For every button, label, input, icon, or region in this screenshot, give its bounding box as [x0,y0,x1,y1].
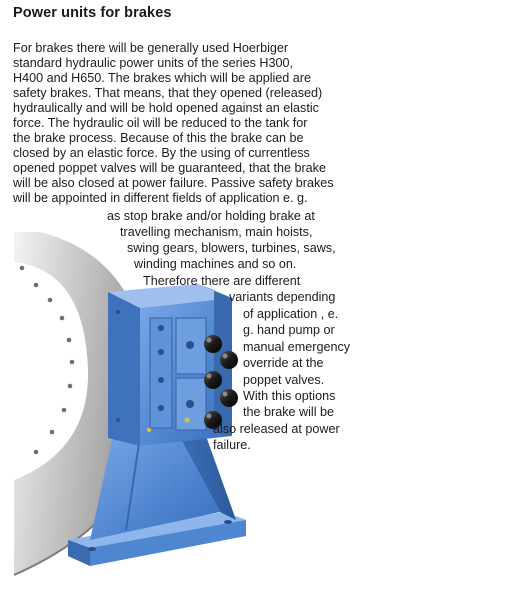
paragraph-line: travelling mechanism, main hoists, [120,225,313,239]
page-title: Power units for brakes [13,5,172,21]
paragraph-line: failure. [213,438,251,452]
paragraph-line: standard hydraulic power units of the series H300, [13,56,294,70]
paragraph-line: For brakes there will be generally used Hoerbiger [13,41,289,55]
paragraph-line: as stop brake and/or holding brake at [107,209,315,223]
paragraph-line: winding machines and so on. [134,257,297,271]
paragraph-line: will be also closed at power failure. Passive safety brakes [13,176,334,190]
paragraph-line: force. The hydraulic oil will be reduced to the tank for [13,116,308,130]
paragraph-line: hydraulically and will be hold opened against an elastic [13,101,319,115]
paragraph-line: g. hand pump or [243,323,335,337]
paragraph-line: the brake will be [243,405,335,419]
paragraph-line: of application , e. [243,307,339,321]
paragraph-line: swing gears, blowers, turbines, saws, [127,241,336,255]
paragraph-line: will be appointed in different fields of application e. g. [13,191,308,205]
paragraph-line: With this options [243,389,336,403]
paragraph-line: variants depending [229,290,336,304]
paragraph-line: override at the [243,356,324,370]
paragraph-line: closed by an elastic force. By the using of currentless [13,146,310,160]
paragraph-line: Therefore there are different [143,274,301,288]
paragraph-line: safety brakes. That means, that they opened (released) [13,86,323,100]
paragraph-line: also released at power [213,422,340,436]
paragraph-line: H400 and H650. The brakes which will be applied are [13,71,312,85]
paragraph-line: the brake process. Because of this the brake can be [13,131,304,145]
paragraph-line: manual emergency [243,340,351,354]
paragraph-line: opened poppet valves will be guaranteed, that the brake [13,161,326,175]
paragraph-line: poppet valves. [243,373,325,387]
